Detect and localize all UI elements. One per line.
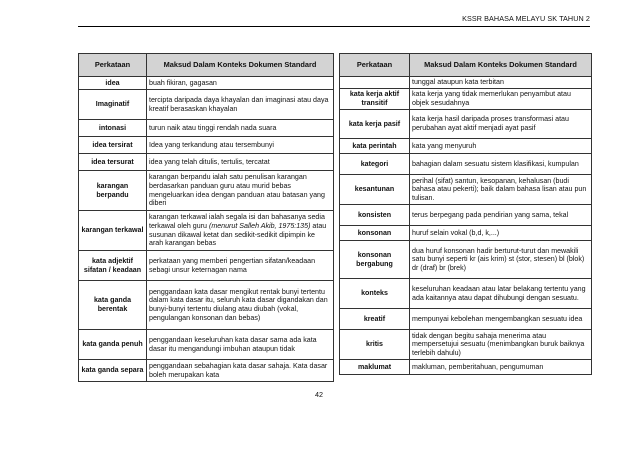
table-row <box>79 251 334 281</box>
table-row <box>79 154 334 171</box>
table-row <box>79 77 334 90</box>
table-row <box>340 205 592 226</box>
term-cell: kata ganda separa <box>79 360 147 382</box>
table-row <box>340 330 592 360</box>
meaning-cell: kata kerja hasil daripada proses transformasi atau perubahan ayat aktif menjadi ayat pasif <box>410 110 592 139</box>
meaning-cell: terus berpegang pada pendirian yang sama, tekal <box>410 205 592 226</box>
table-row <box>79 360 334 382</box>
meaning-cell: buah fikiran, gagasan <box>147 77 334 90</box>
term-cell: konteks <box>340 279 410 309</box>
term-cell: konsisten <box>340 205 410 226</box>
meaning-cell: bahagian dalam sesuatu sistem klasifikasi, kumpulan <box>410 154 592 175</box>
term-cell: karangan terkawal <box>79 211 147 251</box>
table-row <box>340 139 592 154</box>
term-cell: kata perintah <box>340 139 410 154</box>
term-cell: kesantunan <box>340 175 410 205</box>
table-row <box>340 279 592 309</box>
meaning-cell: penggandaan kata dasar mengikut rentak bunyi tertentu dalam kata dasar itu, seluruh kata dasar digandakan dan bunyi-bunyi tertentu diulang atau diubah (vokal, pengulangan konsonan dan bebas) <box>147 281 334 330</box>
meaning-text: karangan terkawal ialah segala isi dan bahasanya sedia terkawal oleh guru <box>149 213 325 230</box>
meaning-cell: idea yang telah ditulis, tertulis, tercatat <box>147 154 334 171</box>
term-cell: kreatif <box>340 309 410 330</box>
meaning-cell: perihal (sifat) santun, kesopanan, kehalusan (budi bahasa atau pekerti); baik dalam bahasa lisan atau pun tulisan. <box>410 175 592 205</box>
term-cell: idea tersirat <box>79 137 147 154</box>
meaning-cell: kata yang menyuruh <box>410 139 592 154</box>
meaning-cell: karangan berpandu ialah satu penulisan karangan berdasarkan panduan guru atau murid bebas mengeluarkan idea dengan panduan atau batasan yang diberi <box>147 171 334 211</box>
table-row <box>340 110 592 139</box>
meaning-cell: tunggal ataupun kata terbitan <box>410 77 592 89</box>
glossary-table-right <box>339 53 592 375</box>
table-row <box>79 120 334 137</box>
meaning-cell <box>147 211 334 251</box>
term-cell: idea <box>79 77 147 90</box>
citation-text: (menurut Salleh Akib, 1975:135) <box>208 221 311 230</box>
table-row <box>79 137 334 154</box>
glossary-table-left <box>78 53 334 382</box>
page-number: 42 <box>315 390 323 399</box>
meaning-text-rest: atau susunan dikawal ketat dan sedikit-sedikit dipimpin ke arah karangan bebas <box>149 221 327 248</box>
header-title: KSSR BAHASA MELAYU SK TAHUN 2 <box>462 14 590 23</box>
meaning-cell: penggandaan keseluruhan kata dasar sama ada kata dasar itu mengandungi imbuhan ataupun tidak <box>147 330 334 360</box>
term-cell: karangan berpandu <box>79 171 147 211</box>
table-row <box>340 175 592 205</box>
meaning-cell: tercipta daripada daya khayalan dan imaginasi atau daya kreatif berasaskan khayalan <box>147 90 334 120</box>
term-cell: intonasi <box>79 120 147 137</box>
meaning-cell: penggandaan sebahagian kata dasar sahaja. Kata dasar boleh merupakan kata <box>147 360 334 382</box>
meaning-cell: Idea yang terkandung atau tersembunyi <box>147 137 334 154</box>
table-row <box>340 226 592 241</box>
term-cell: idea tersurat <box>79 154 147 171</box>
term-cell: kata adjektif sifatan / keadaan <box>79 251 147 281</box>
table-row <box>79 211 334 251</box>
table-row <box>340 309 592 330</box>
meaning-cell: huruf selain vokal (b,d, k,...) <box>410 226 592 241</box>
table-row <box>340 241 592 279</box>
term-cell: kata kerja aktif transitif <box>340 89 410 110</box>
meaning-cell: dua huruf konsonan hadir berturut-turut dan mewakili satu bunyi seperti kr (ais krim) st (stor, stesen) bl (blok) dr (draf) br (brek) <box>410 241 592 279</box>
table-row <box>340 154 592 175</box>
meaning-cell: perkataan yang memberi pengertian sifatan/keadaan sebagi unsur keternagan nama <box>147 251 334 281</box>
term-cell: kata ganda penuh <box>79 330 147 360</box>
table-row <box>79 90 334 120</box>
table-row <box>79 171 334 211</box>
term-cell <box>340 77 410 89</box>
meaning-cell: turun naik atau tinggi rendah nada suara <box>147 120 334 137</box>
term-cell: kategori <box>340 154 410 175</box>
meaning-column-header: Maksud Dalam Konteks Dokumen Standard <box>147 54 334 77</box>
table-header-row <box>79 54 334 77</box>
meaning-column-header: Maksud Dalam Konteks Dokumen Standard <box>410 54 592 77</box>
term-column-header: Perkataan <box>340 54 410 77</box>
term-cell: kata ganda berentak <box>79 281 147 330</box>
table-row <box>340 360 592 375</box>
term-cell: Imaginatif <box>79 90 147 120</box>
meaning-cell: keseluruhan keadaan atau latar belakang tertentu yang ada kaitannya atau dapat dihubungi dengan sesuatu. <box>410 279 592 309</box>
term-cell: maklumat <box>340 360 410 375</box>
term-cell: konsonan <box>340 226 410 241</box>
table-row <box>340 89 592 110</box>
term-cell: kata kerja pasif <box>340 110 410 139</box>
term-column-header: Perkataan <box>79 54 147 77</box>
table-row <box>79 330 334 360</box>
table-header-row <box>340 54 592 77</box>
table-row <box>79 281 334 330</box>
table-row <box>340 77 592 89</box>
meaning-cell: mempunyai kebolehan mengembangkan sesuatu idea <box>410 309 592 330</box>
meaning-cell: kata kerja yang tidak memerlukan penyambut atau objek sesudahnya <box>410 89 592 110</box>
page-header <box>78 8 590 27</box>
meaning-cell: tidak dengan begitu sahaja menerima atau mempersetujui sesuatu (menimbangkan buruk baiknya terlebih dahulu) <box>410 330 592 360</box>
meaning-cell: makluman, pemberitahuan, pengumuman <box>410 360 592 375</box>
term-cell: konsonan bergabung <box>340 241 410 279</box>
term-cell: kritis <box>340 330 410 360</box>
